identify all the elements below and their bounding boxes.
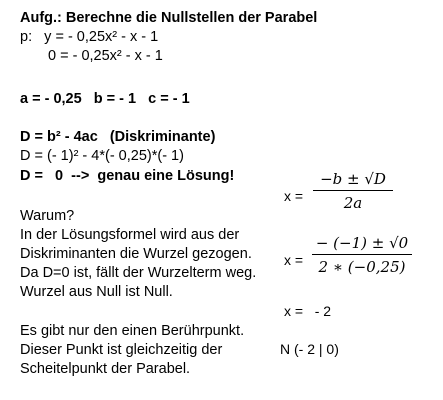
zero-equation: 0 = - 0,25x² - x - 1 <box>48 48 163 64</box>
general-formula-numerator: −b ± √D <box>320 170 386 188</box>
explanation-heading: Warum? <box>20 208 75 224</box>
general-quadratic-formula <box>313 170 393 212</box>
general-formula-denominator: 2a <box>343 194 363 212</box>
explanation-line-1: In der Lösungsformel wird aus der <box>20 227 240 243</box>
conclusion-line-1: Es gibt nur den einen Berührpunkt. <box>20 323 245 339</box>
general-formula-x-label: x = <box>284 188 304 204</box>
substituted-quadratic-formula <box>312 234 412 276</box>
conclusion-line-2: Dieser Punkt ist gleichzeitig der <box>20 342 223 358</box>
general-formula-fraction-bar <box>313 190 393 191</box>
discriminant-result: D = 0 --> genau eine Lösung! <box>20 168 235 184</box>
parabola-equation: p: y = - 0,25x² - x - 1 <box>20 29 159 45</box>
explanation-line-2: Diskriminanten die Wurzel gezogen. <box>20 246 252 262</box>
discriminant-formula: D = b² - 4ac (Diskriminante) <box>20 129 216 145</box>
task-title: Aufg.: Berechne die Nullstellen der Parabel <box>20 10 318 26</box>
discriminant-substitution: D = (- 1)² - 4*(- 0,25)*(- 1) <box>20 148 184 164</box>
solution-x: x = - 2 <box>284 303 332 319</box>
conclusion-line-3: Scheitelpunkt der Parabel. <box>20 361 191 377</box>
substituted-formula-numerator: − (−1) ± √0 <box>315 234 409 252</box>
explanation-line-3: Da D=0 ist, fällt der Wurzelterm weg. <box>20 265 257 281</box>
substituted-formula-x-label: x = <box>284 252 304 268</box>
substituted-formula-fraction-bar <box>312 254 412 255</box>
explanation-line-4: Wurzel aus Null ist Null. <box>20 284 173 300</box>
coefficients: a = - 0,25 b = - 1 c = - 1 <box>20 91 190 107</box>
substituted-formula-denominator: 2 ∗ (−0,25) <box>318 258 406 276</box>
tangent-point: N (- 2 | 0) <box>280 341 339 357</box>
